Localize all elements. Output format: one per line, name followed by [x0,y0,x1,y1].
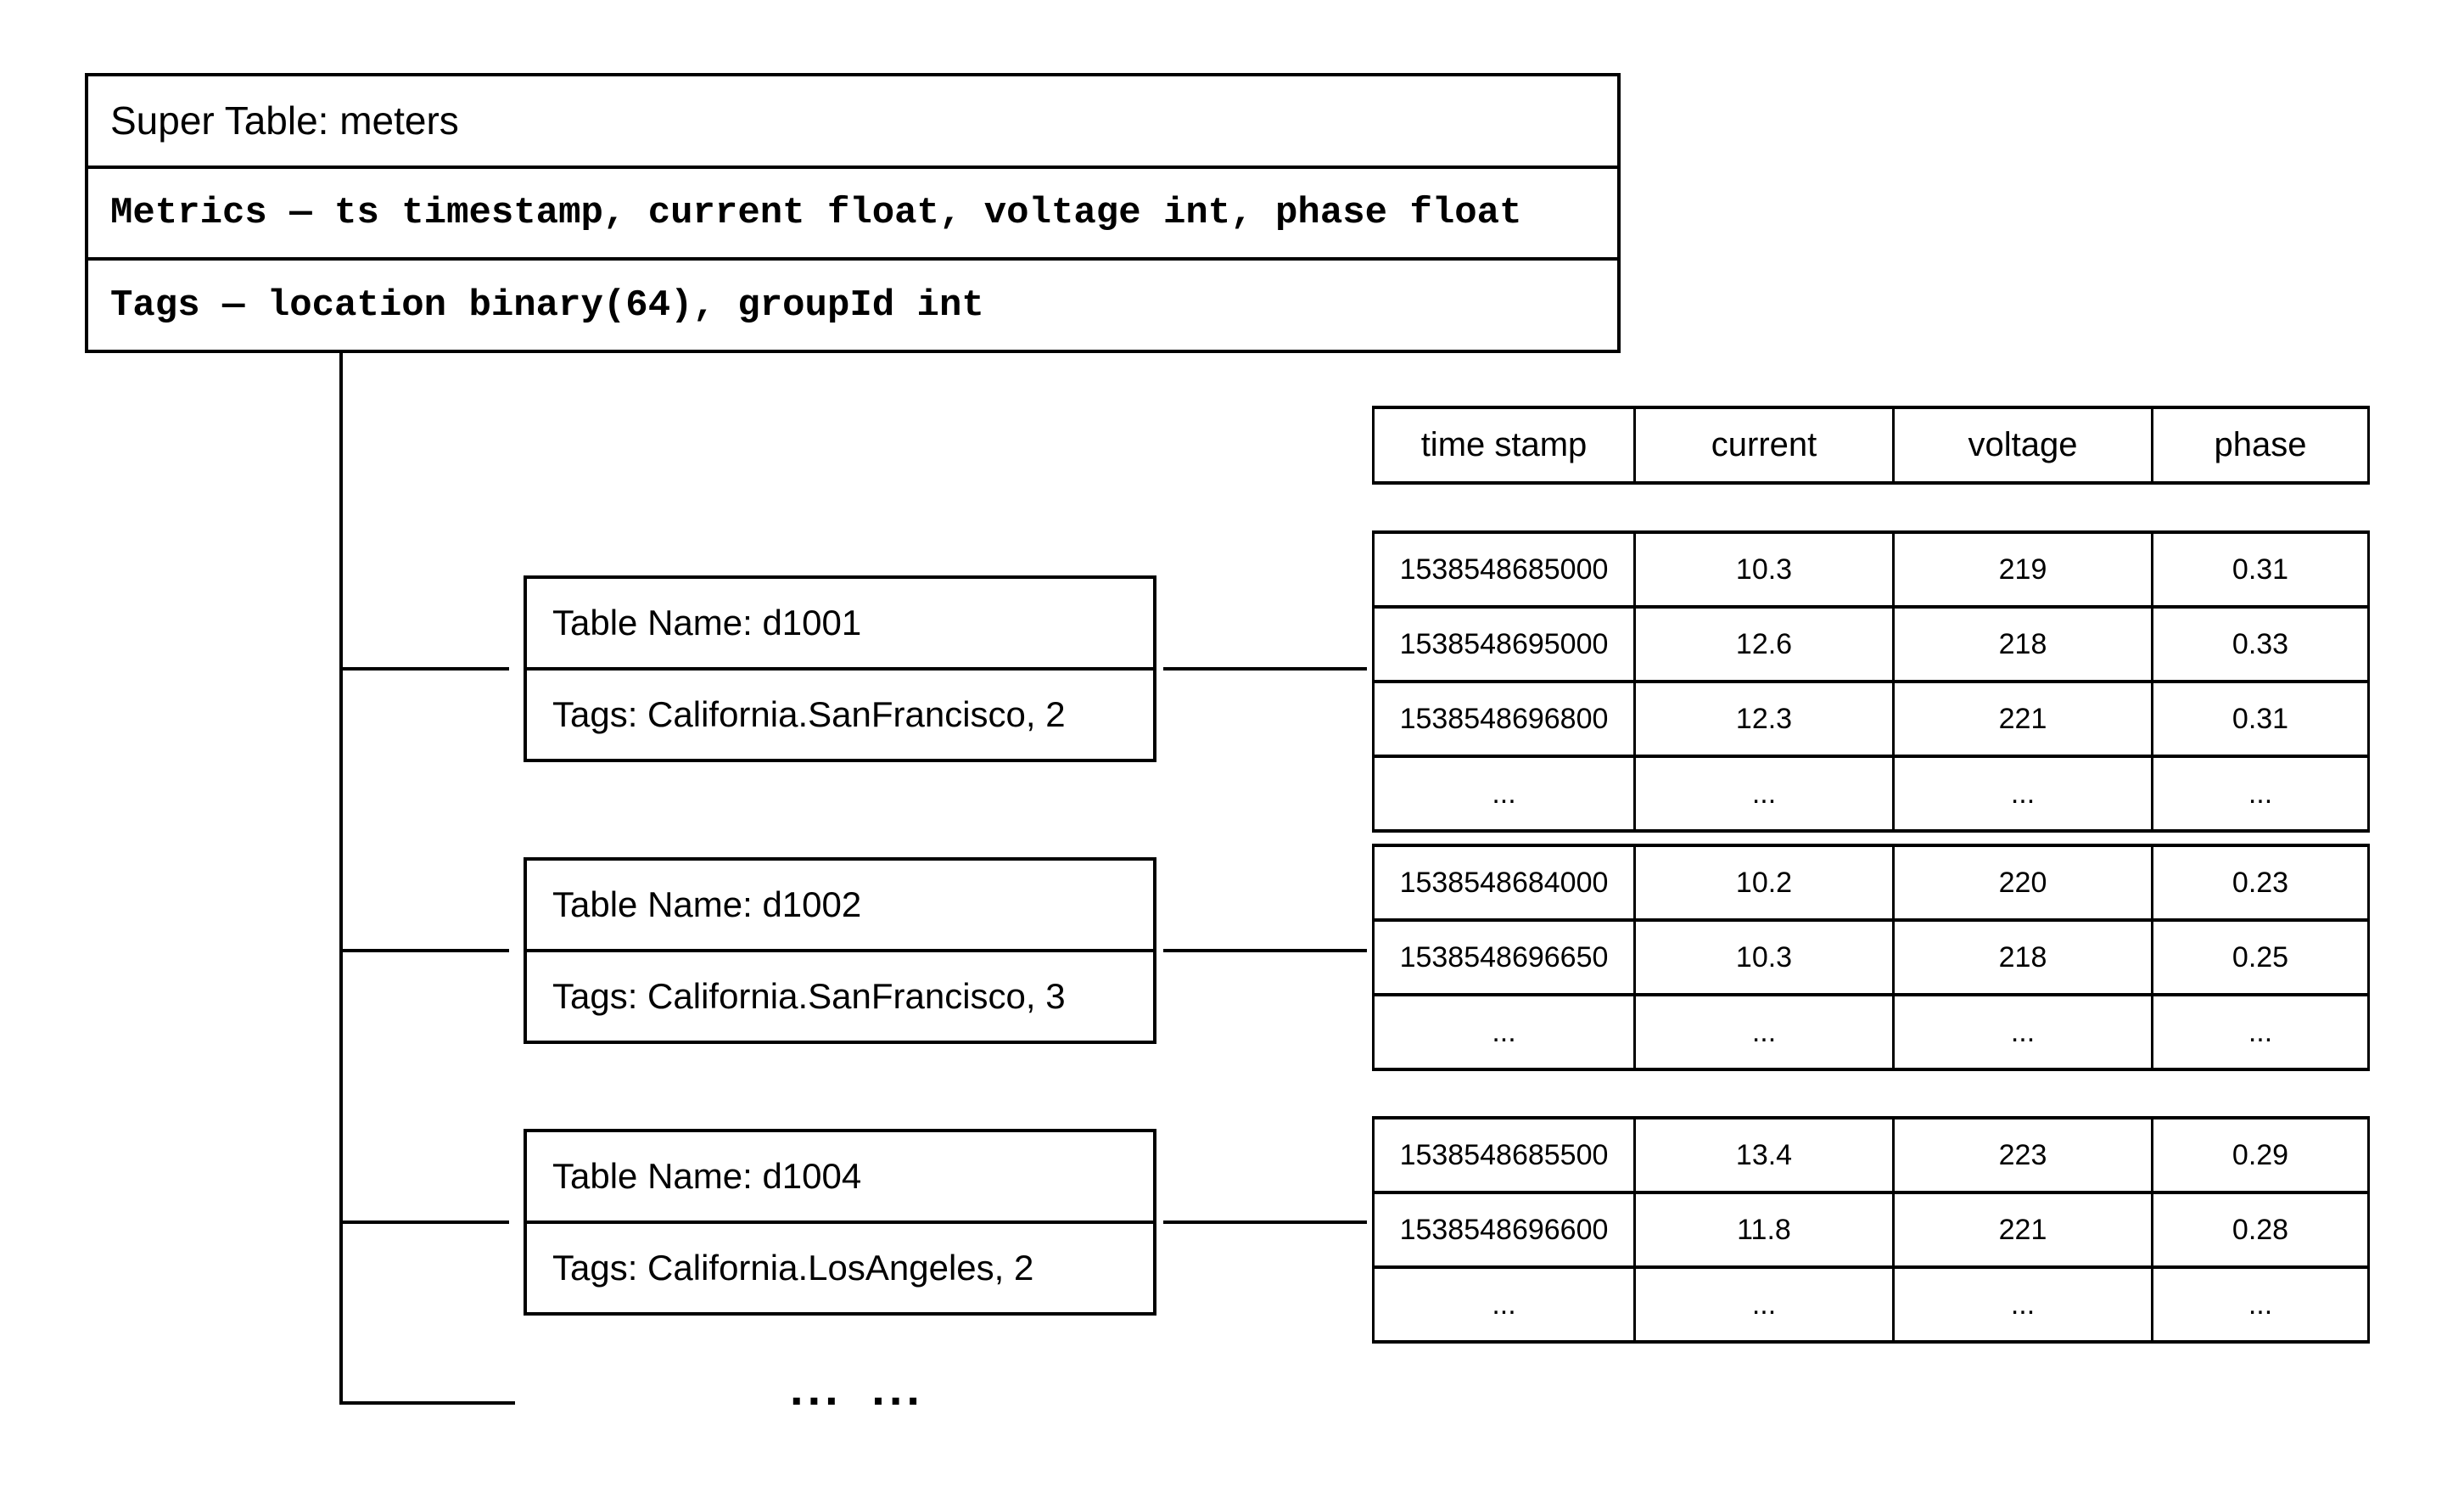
cell-timestamp: 1538548685500 [1374,1118,1635,1192]
connector-line-d1004-table [1163,1220,1367,1224]
cell-voltage: 220 [1894,845,2153,920]
cell-voltage: 221 [1894,1192,2153,1267]
more-tables-ellipsis: ... ... [790,1361,924,1415]
branch-line-more [341,1401,515,1405]
cell-ellipsis: ... [1635,995,1894,1069]
cell-current: 12.3 [1635,682,1894,756]
cell-ellipsis: ... [2153,1267,2369,1342]
cell-current: 12.6 [1635,607,1894,682]
data-table-d1002 [1372,844,2370,1071]
table-row-ellipsis [1374,1267,2369,1342]
cell-ellipsis: ... [1635,756,1894,831]
cell-voltage: 221 [1894,682,2153,756]
tree-trunk-line [339,351,343,1405]
connector-line-d1002-table [1163,949,1367,952]
entity-name-d1004: Table Name: d1004 [552,1156,862,1196]
cell-phase: 0.28 [2153,1192,2369,1267]
cell-current: 10.2 [1635,845,1894,920]
table-row [1374,845,2369,920]
cell-ellipsis: ... [1374,1267,1635,1342]
table-row [1374,1118,2369,1192]
cell-ellipsis: ... [2153,995,2369,1069]
cell-current: 10.3 [1635,920,1894,995]
cell-voltage: 219 [1894,532,2153,607]
header-cell-current: current [1635,407,1894,483]
super-table-box [85,73,1621,353]
cell-current: 11.8 [1635,1192,1894,1267]
table-row [1374,682,2369,756]
cell-ellipsis: ... [1635,1267,1894,1342]
cell-phase: 0.23 [2153,845,2369,920]
cell-timestamp: 1538548684000 [1374,845,1635,920]
table-row-ellipsis [1374,756,2369,831]
cell-timestamp: 1538548685000 [1374,532,1635,607]
cell-voltage: 218 [1894,920,2153,995]
branch-line-d1001 [341,667,509,671]
entity-box-d1004 [524,1129,1156,1316]
cell-voltage: 218 [1894,607,2153,682]
cell-phase: 0.31 [2153,532,2369,607]
table-row [1374,1192,2369,1267]
data-table-d1001 [1372,530,2370,833]
entity-name-d1002: Table Name: d1002 [552,884,862,924]
entity-box-d1001 [524,575,1156,762]
table-row [1374,607,2369,682]
entity-name-d1001: Table Name: d1001 [552,603,862,642]
branch-line-d1004 [341,1220,509,1224]
cell-phase: 0.29 [2153,1118,2369,1192]
cell-voltage: 223 [1894,1118,2153,1192]
cell-phase: 0.33 [2153,607,2369,682]
cell-ellipsis: ... [1894,1267,2153,1342]
header-row [1374,407,2369,483]
cell-ellipsis: ... [1894,756,2153,831]
entity-tags-d1001: Tags: California.SanFrancisco, 2 [527,667,1153,759]
cell-timestamp: 1538548696600 [1374,1192,1635,1267]
header-cell-timestamp: time stamp [1374,407,1635,483]
table-row-ellipsis [1374,995,2369,1069]
connector-line-d1001-table [1163,667,1367,671]
cell-ellipsis: ... [1374,995,1635,1069]
data-table-d1004 [1372,1116,2370,1344]
cell-timestamp: 1538548696800 [1374,682,1635,756]
entity-box-d1002 [524,857,1156,1044]
table-row [1374,920,2369,995]
super-table-title: Super Table: meters [110,98,459,143]
column-header-table [1372,406,2370,485]
super-table-tags-row: Tags — location binary(64), groupId int [88,257,1617,350]
cell-current: 10.3 [1635,532,1894,607]
cell-timestamp: 1538548696650 [1374,920,1635,995]
cell-phase: 0.31 [2153,682,2369,756]
entity-tags-d1004: Tags: California.LosAngeles, 2 [527,1220,1153,1312]
cell-timestamp: 1538548695000 [1374,607,1635,682]
cell-phase: 0.25 [2153,920,2369,995]
header-cell-phase: phase [2153,407,2369,483]
table-row [1374,532,2369,607]
branch-line-d1002 [341,949,509,952]
super-table-metrics-row: Metrics — ts timestamp, current float, voltage int, phase float [88,166,1617,258]
cell-ellipsis: ... [2153,756,2369,831]
entity-tags-d1002: Tags: California.SanFrancisco, 3 [527,949,1153,1041]
header-cell-voltage: voltage [1894,407,2153,483]
cell-ellipsis: ... [1374,756,1635,831]
cell-current: 13.4 [1635,1118,1894,1192]
cell-ellipsis: ... [1894,995,2153,1069]
